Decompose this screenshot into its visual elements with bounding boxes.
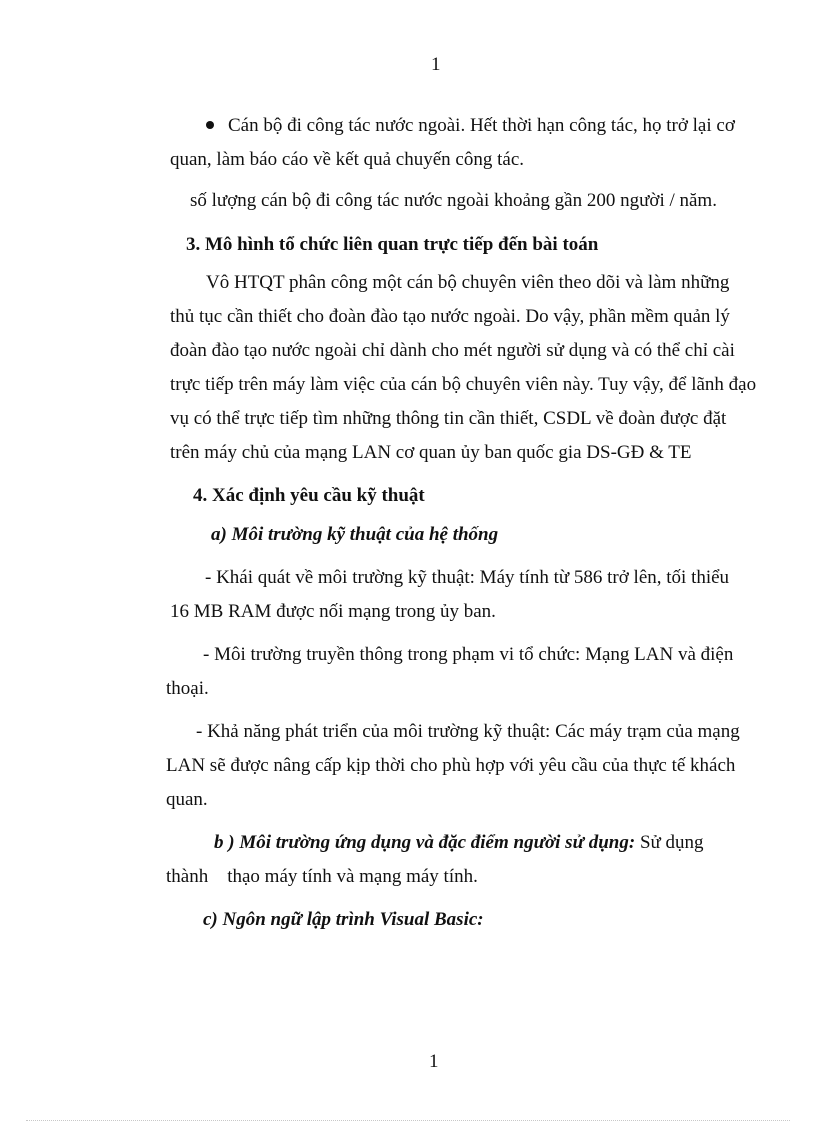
section3-line: thủ tục cần thiết cho đoàn đào tạo nước ngoài. Do vậy, phần mềm quản lý xyxy=(170,306,730,327)
subsection-b-heading: b ) Môi trường ứng dụng và đặc điểm người sử dụng: xyxy=(214,832,636,853)
subsection-a-heading: a) Môi trường kỹ thuật của hệ thống xyxy=(211,524,499,545)
page-number-bottom: 1 xyxy=(429,1051,439,1072)
subsection-b-text: Sử dụng xyxy=(635,832,704,853)
bullet-icon xyxy=(206,121,214,129)
page-bottom-divider xyxy=(26,1120,790,1121)
subsection-c-heading: c) Ngôn ngữ lập trình Visual Basic: xyxy=(203,909,484,930)
bullet-item-line1: Cán bộ đi công tác nước ngoài. Hết thời hạn công tác, họ trở lại cơ xyxy=(228,115,735,136)
item3-line2: LAN sẽ được nâng cấp kịp thời cho phù hợp với yêu cầu của thực tế khách xyxy=(166,755,736,776)
subsection-b-line2: thành thạo máy tính và mạng máy tính. xyxy=(166,866,478,887)
item1-line2: 16 MB RAM được nối mạng trong ủy ban. xyxy=(170,601,496,622)
item2-line1: - Môi trường truyền thông trong phạm vi tổ chức: Mạng LAN và điện xyxy=(203,644,734,665)
page-number-top: 1 xyxy=(431,54,441,75)
item1-line1: - Khái quát về môi trường kỹ thuật: Máy tính từ 586 trở lên, tối thiểu xyxy=(205,567,730,588)
section3-line: Vô HTQT phân công một cán bộ chuyên viên theo dõi và làm những xyxy=(206,272,730,293)
section3-line: trực tiếp trên máy làm việc của cán bộ chuyên viên này. Tuy vậy, để lãnh đạo xyxy=(170,374,757,395)
subsection-b-line1 xyxy=(214,831,704,855)
section3-heading: 3. Mô hình tổ chức liên quan trực tiếp đến bài toán xyxy=(186,234,599,255)
section3-line: đoàn đào tạo nước ngoài chỉ dành cho mét người sử dụng và có thể chỉ cài xyxy=(170,340,735,361)
count-line: số lượng cán bộ đi công tác nước ngoài khoảng gần 200 người / năm. xyxy=(190,190,717,211)
item2-line2: thoại. xyxy=(166,678,209,699)
section4-heading: 4. Xác định yêu cầu kỹ thuật xyxy=(193,485,425,506)
bullet-item-line2: quan, làm báo cáo về kết quả chuyến công tác. xyxy=(170,149,524,170)
section3-line: vụ có thể trực tiếp tìm những thông tin cần thiết, CSDL về đoàn được đặt xyxy=(170,408,727,429)
item3-line1: - Khả năng phát triển của môi trường kỹ thuật: Các máy trạm của mạng xyxy=(196,721,740,742)
section3-line: trên máy chủ của mạng LAN cơ quan ủy ban quốc gia DS-GĐ & TE xyxy=(170,442,692,463)
item3-line3: quan. xyxy=(166,789,208,810)
